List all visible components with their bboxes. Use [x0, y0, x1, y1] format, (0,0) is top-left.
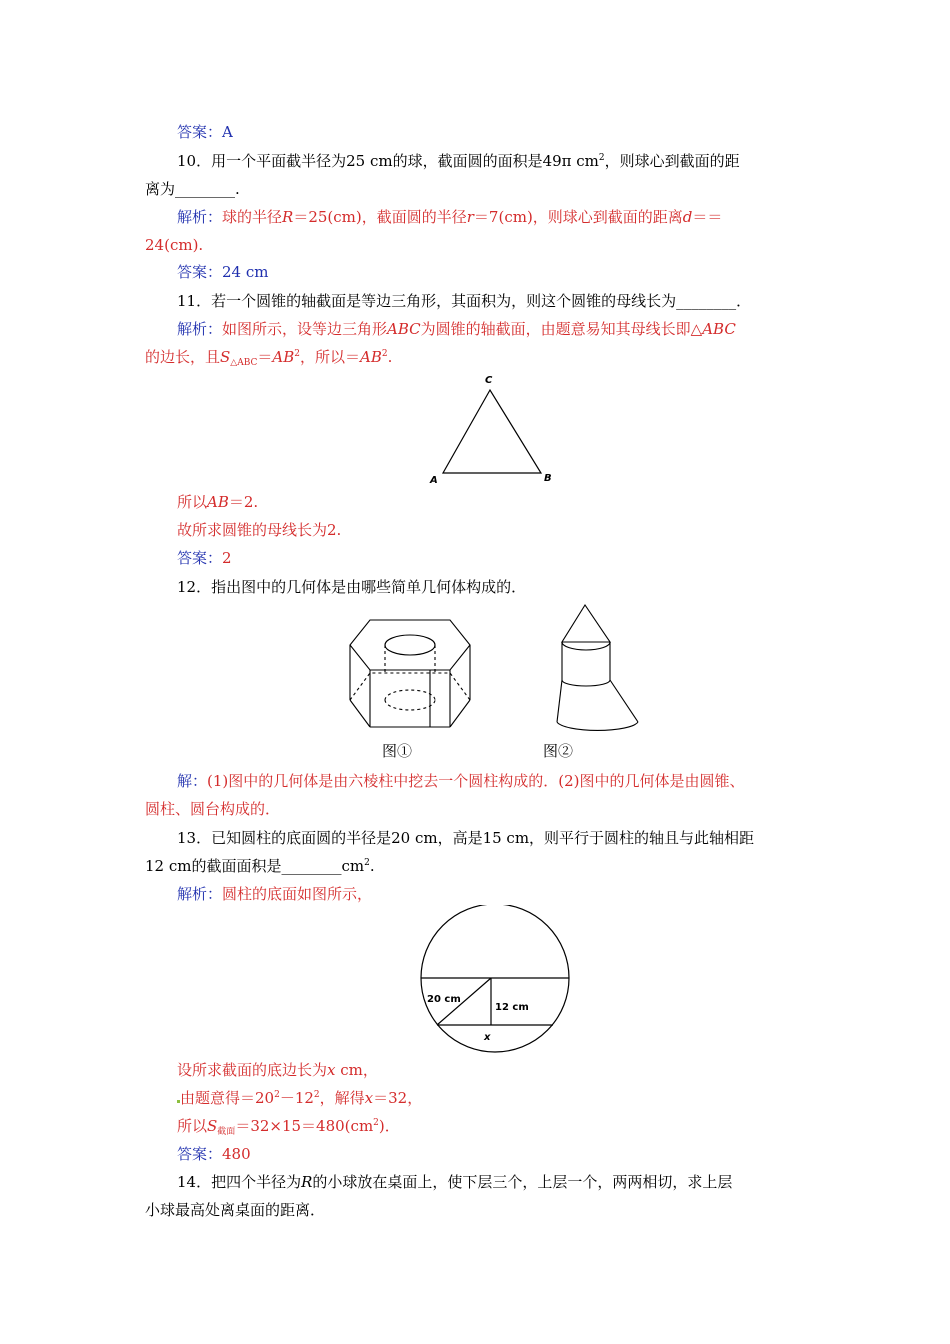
- q11-solution-line2: 的边长，且$S_{\triangle ABC}=AB^2$，所以$=AB^2$.: [145, 348, 393, 368]
- circle-cross-section-figure: [415, 905, 575, 1055]
- q14-question-line2: 小球最高处离桌面的距离．: [145, 1201, 326, 1219]
- q13-after-line1: 设所求截面的底边长为x cm，: [177, 1061, 378, 1079]
- vertex-c-label: C: [485, 375, 493, 386]
- q9-answer: 答案：A: [177, 123, 233, 141]
- q12-figures: [340, 600, 650, 740]
- q10-answer: 答案：24 cm: [177, 263, 269, 281]
- radius-label: 20 cm: [427, 994, 461, 1005]
- equilateral-triangle-abc: [443, 390, 541, 473]
- q13-answer: 答案：480: [177, 1145, 251, 1163]
- q12-question: 12．指出图中的几何体是由哪些简单几何体构成的．: [177, 578, 527, 596]
- q10-question-line1: 10．用一个平面截半径为25 cm的球，截面圆的面积是49π $cm^2$，则球心到截面的距: [177, 152, 740, 170]
- q13-question-line1: 13．已知圆柱的底面圆的半径是20 cm，高是15 cm，则平行于圆柱的轴且与此轴相距: [177, 829, 755, 847]
- q11-solution-line1: 解析：如图所示，设等边三角形ABC为圆锥的轴截面，由题意易知其母线长即△ABC: [177, 320, 736, 338]
- q10-solution-line2: 24(cm).: [145, 236, 204, 254]
- q11-answer: 答案：2: [177, 549, 232, 567]
- q11-after-line1: 所以AB＝2.: [177, 493, 259, 511]
- q11-question-line1: 11．若一个圆锥的轴截面是等边三角形，其面积为，则这个圆锥的母线长为________．: [177, 292, 752, 310]
- figure-1-caption: 图①: [382, 742, 413, 760]
- q14-question-line1: 14．把四个半径为R的小球放在桌面上，使下层三个，上层一个，两两相切，求上层: [177, 1173, 733, 1191]
- q12-solution-line1: 解：(1)图中的几何体是由六棱柱中挖去一个圆柱构成的．(2)图中的几何体是由圆锥、: [177, 772, 745, 790]
- q13-question-line2: 12 cm的截面面积是$\_\_\_\_\_\_\_\_cm^2$.: [145, 857, 375, 875]
- q10-question-line2: 离为________.: [145, 180, 240, 198]
- distance-label: 12 cm: [495, 1002, 529, 1013]
- q12-solution-line2: 圆柱、圆台构成的．: [145, 800, 281, 818]
- hexagonal-prism-with-cylinder-hole: [350, 620, 470, 727]
- q13-after-line3: 所以$S_{截面}=32\times 15=480(cm^2)$．: [177, 1117, 400, 1137]
- q11-after-line2: 故所求圆锥的母线长为2.: [177, 521, 342, 539]
- figure-2-caption: 图②: [543, 742, 574, 760]
- x-label: x: [484, 1032, 491, 1043]
- q13-solution-line1: 解析：圆柱的底面如图所示，: [177, 885, 373, 903]
- triangle-figure: [425, 370, 560, 490]
- cone-cylinder-frustum: [557, 605, 638, 730]
- q13-after-line2: 由题意得$=20^2-12^2$，解得x＝32，: [177, 1088, 422, 1108]
- vertex-a-label: A: [430, 475, 438, 486]
- q10-solution-line1: 解析：球的半径R＝25(cm)，截面圆的半径r＝7(cm)，则球心到截面的距离d＝＝: [177, 208, 723, 226]
- vertex-b-label: B: [544, 473, 552, 484]
